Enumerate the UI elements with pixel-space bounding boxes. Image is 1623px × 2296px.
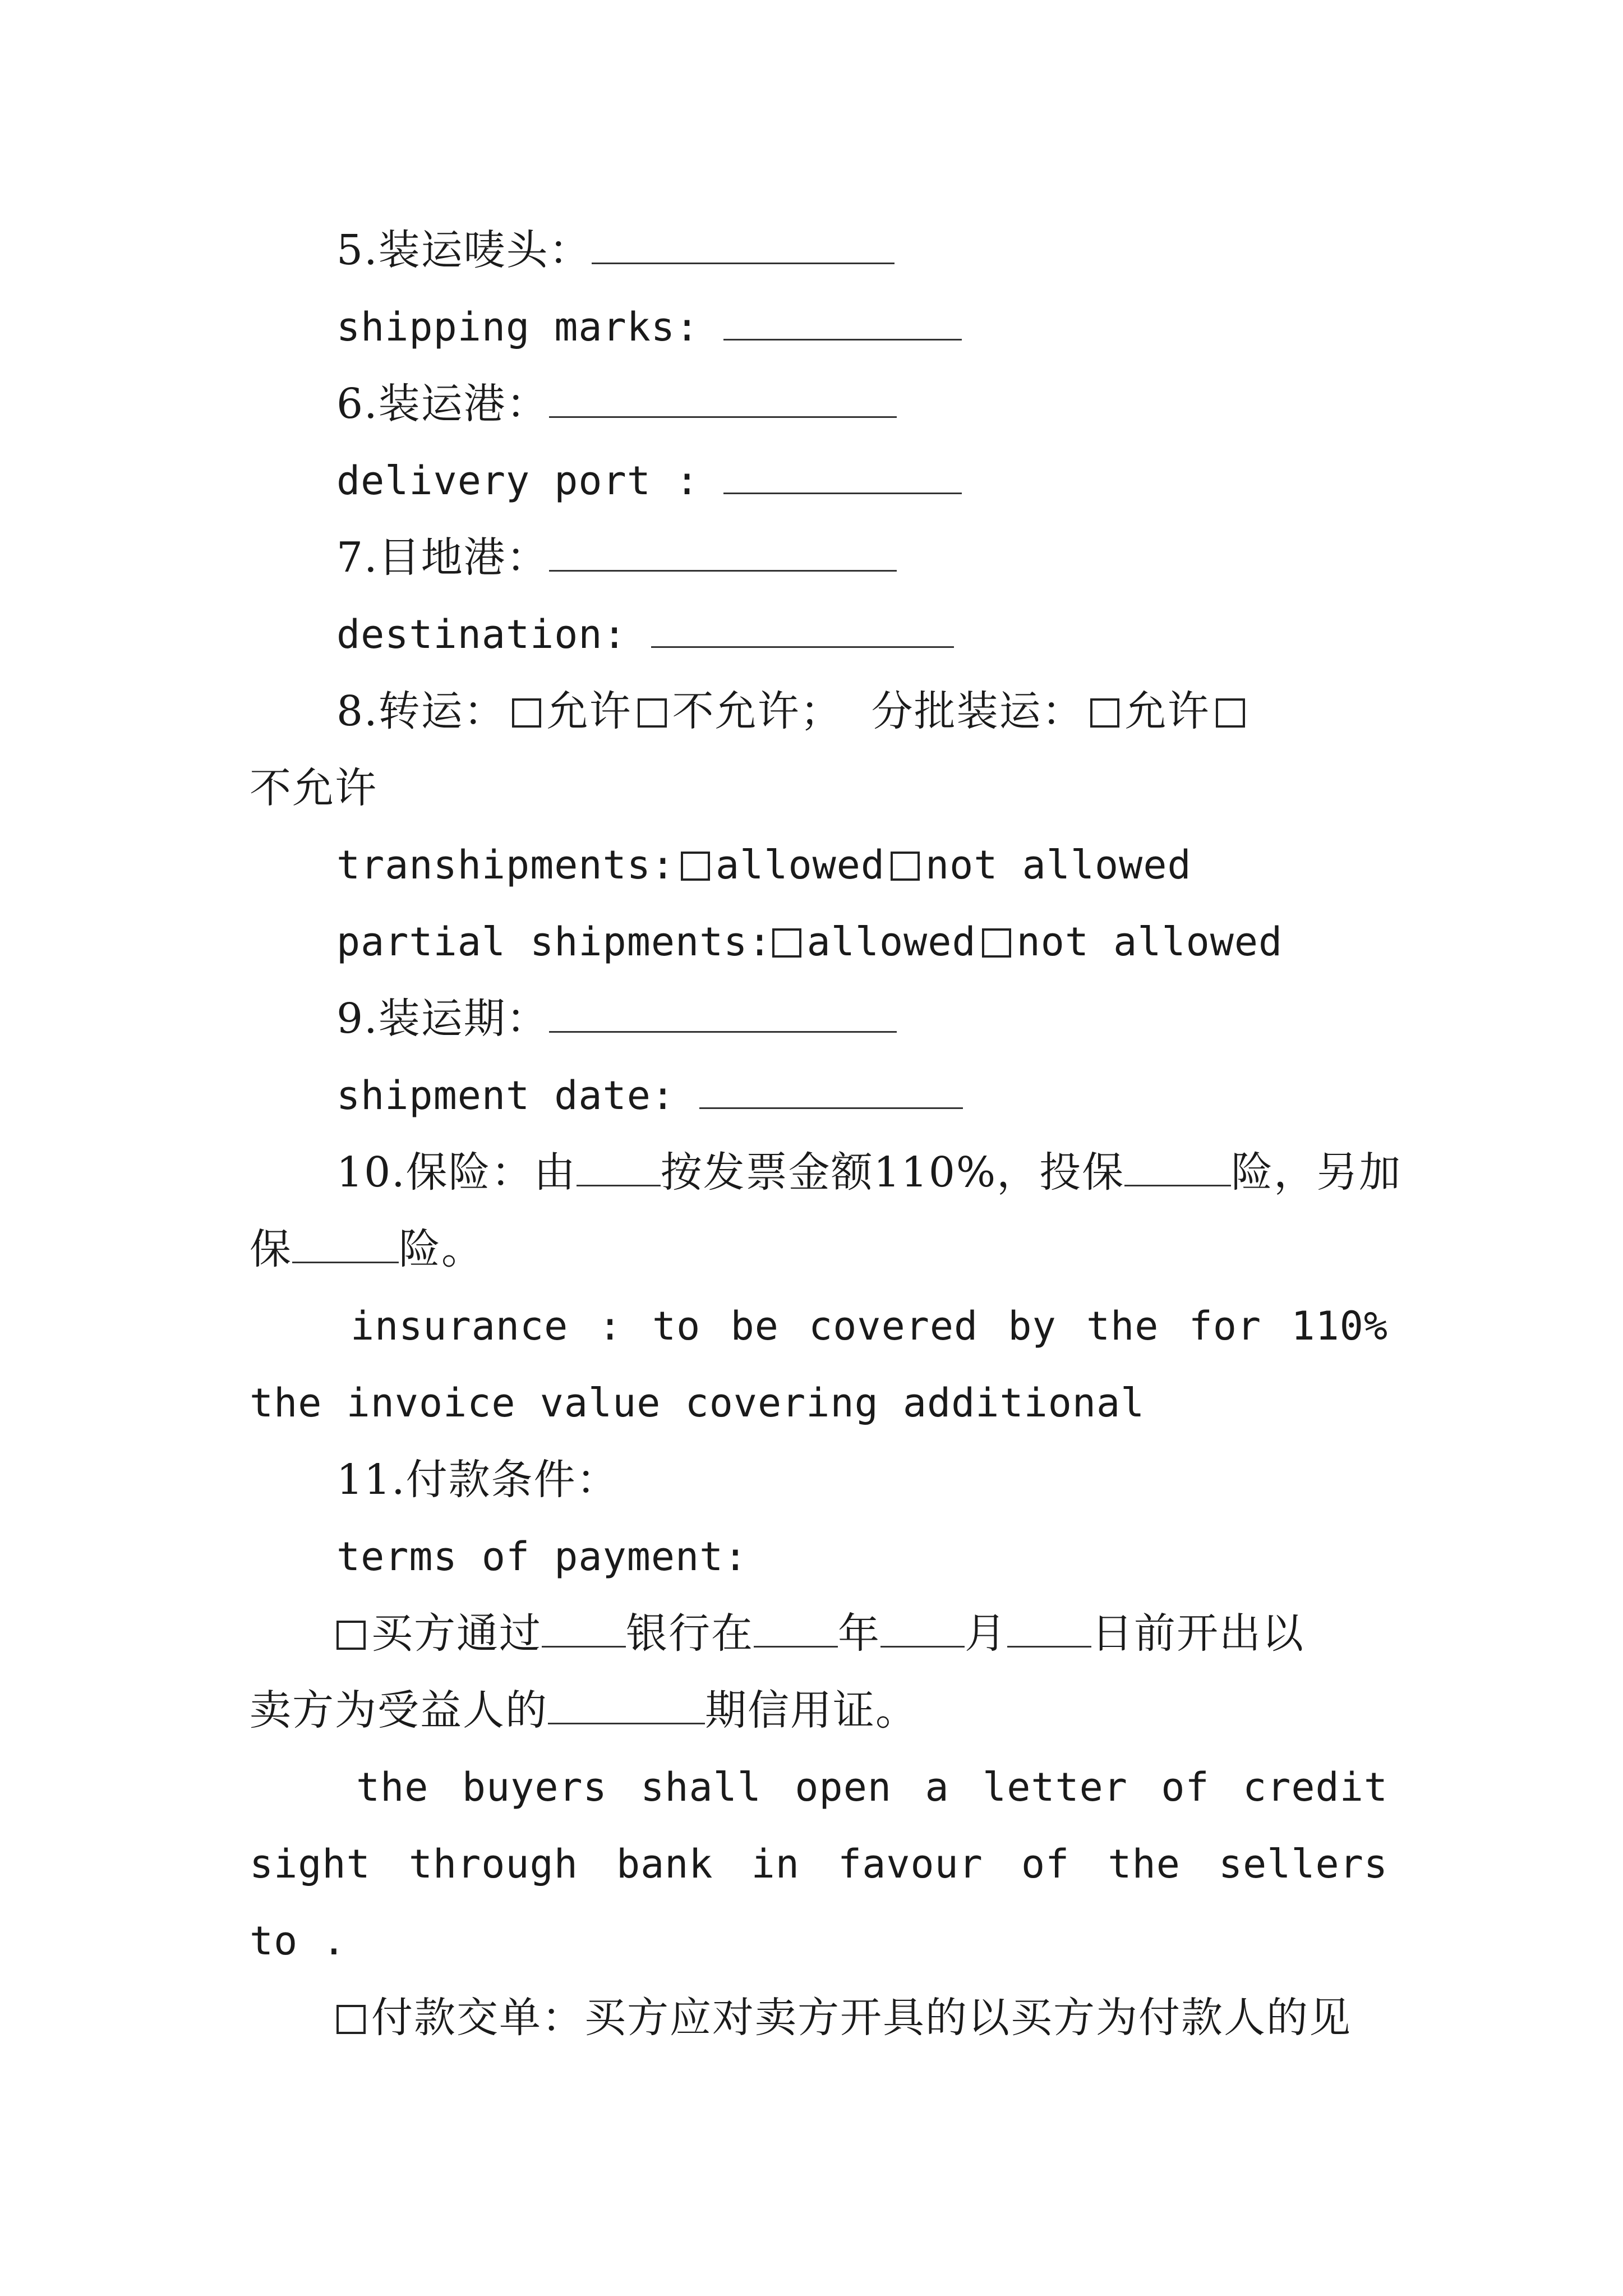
shipping-marks-en-label: shipping marks:	[336, 304, 700, 350]
line-shipping-marks-cn	[250, 212, 1388, 289]
line-dp-cn	[250, 1980, 1388, 2056]
insurance-cn-d: 保	[250, 1225, 292, 1273]
destination-en-label: destination:	[336, 611, 627, 657]
line-destination-en	[250, 596, 1388, 673]
insurance-type-blank[interactable]	[1124, 1150, 1231, 1186]
line-lc-en-3: to .	[250, 1918, 347, 1964]
lc-cn-b: 银行在	[626, 1609, 754, 1658]
shipping-marks-cn-label: 5.装运唛头：	[336, 226, 592, 274]
line-payment-terms-cn: 11.付款条件：	[336, 1456, 619, 1504]
line-delivery-port-cn	[250, 366, 1388, 443]
delivery-port-en-blank[interactable]	[723, 458, 962, 494]
insurance-party-blank[interactable]	[577, 1150, 661, 1186]
line-lc-cn-2	[250, 1672, 1388, 1749]
partial-shipment-cn-label: 分批装运：	[871, 687, 1085, 735]
delivery-port-en-label: delivery port :	[336, 458, 700, 504]
line-payment-terms-en: terms of payment:	[336, 1534, 748, 1580]
partial-en-allowed: allowed	[806, 919, 976, 965]
destination-cn-label: 7.目地港：	[336, 533, 549, 582]
insurance-additional-blank[interactable]	[292, 1227, 399, 1263]
lc-year-blank[interactable]	[754, 1611, 838, 1648]
partial-en-not-allowed-checkbox[interactable]	[982, 928, 1011, 958]
partial-shipment-en-label: partial shipments:	[336, 919, 772, 965]
line-lc-en-2: sight through bank in favour of the sellers	[250, 1841, 1388, 1887]
transhipment-not-allowed-cn: 不允许；	[672, 687, 843, 735]
shipment-date-cn-blank[interactable]	[549, 996, 897, 1033]
destination-cn-blank[interactable]	[549, 535, 897, 572]
lc-day-blank[interactable]	[1007, 1611, 1091, 1648]
shipping-marks-en-blank[interactable]	[723, 304, 962, 341]
lc-cn-e: 日前开出以	[1091, 1609, 1304, 1658]
lc-cn-g: 期信用证。	[705, 1686, 918, 1734]
line-transhipment-cn	[250, 673, 1388, 750]
lc-month-blank[interactable]	[880, 1611, 965, 1648]
transhipment-en-allowed: allowed	[716, 842, 886, 888]
lc-cn-d: 月	[965, 1609, 1007, 1658]
line-shipment-date-cn	[250, 981, 1388, 1057]
dp-option-checkbox[interactable]	[336, 2005, 366, 2034]
line-not-allowed-cn	[250, 750, 1388, 827]
transhipment-en-not-allowed: not allowed	[925, 842, 1192, 888]
line-insurance-cn-2	[250, 1211, 1388, 1288]
line-partial-shipment-en	[250, 904, 1388, 981]
shipment-date-cn-label: 9.装运期：	[336, 995, 549, 1043]
partial-not-allowed-checkbox[interactable]	[1216, 698, 1245, 728]
transhipment-not-allowed-checkbox[interactable]	[638, 698, 667, 728]
line-insurance-en-2: the invoice value covering additional	[250, 1380, 1145, 1426]
partial-not-allowed-cn: 不允许	[250, 764, 377, 812]
partial-en-allowed-checkbox[interactable]	[772, 928, 801, 958]
line-lc-en-1: the buyers shall open a letter of credit	[356, 1764, 1388, 1810]
shipment-date-en-label: shipment date:	[336, 1073, 676, 1119]
lc-term-blank[interactable]	[548, 1688, 705, 1724]
partial-en-not-allowed: not allowed	[1016, 919, 1283, 965]
insurance-cn-e: 险。	[399, 1225, 484, 1273]
line-destination-cn	[250, 519, 1388, 596]
shipment-date-en-blank[interactable]	[699, 1073, 963, 1109]
contract-terms-page	[250, 212, 1402, 2056]
transhipment-allowed-checkbox[interactable]	[512, 698, 541, 728]
transhipment-en-label: transhipments:	[336, 842, 676, 888]
delivery-port-cn-label: 6.装运港：	[336, 380, 549, 428]
line-shipment-date-en	[250, 1057, 1388, 1134]
dp-cn-text: 付款交单：买方应对卖方开具的以买方为付款人的见	[371, 1994, 1352, 2042]
lc-cn-c: 年	[838, 1609, 880, 1658]
insurance-cn-a: 10.保险：由	[336, 1148, 577, 1197]
lc-option-checkbox[interactable]	[336, 1621, 366, 1650]
line-shipping-marks-en	[250, 289, 1388, 366]
line-delivery-port-en	[250, 443, 1388, 519]
transhipment-en-not-allowed-checkbox[interactable]	[891, 852, 920, 881]
line-insurance-cn	[250, 1134, 1402, 1211]
transhipment-cn-label: 8.转运：	[336, 687, 506, 735]
delivery-port-cn-blank[interactable]	[549, 381, 897, 418]
lc-cn-a: 买方通过	[371, 1609, 542, 1658]
partial-allowed-checkbox[interactable]	[1090, 698, 1119, 728]
transhipment-allowed-cn: 允许	[546, 687, 632, 735]
destination-en-blank[interactable]	[651, 611, 954, 648]
partial-allowed-cn: 允许	[1124, 687, 1210, 735]
transhipment-en-allowed-checkbox[interactable]	[681, 852, 710, 881]
insurance-cn-c: 险，另加	[1231, 1148, 1402, 1197]
lc-bank-blank[interactable]	[542, 1611, 626, 1648]
shipping-marks-cn-blank[interactable]	[592, 228, 895, 264]
lc-cn-f: 卖方为受益人的	[250, 1686, 548, 1734]
line-transhipment-en	[250, 827, 1388, 904]
line-insurance-en-1: insurance : to be covered by the for 110%	[351, 1303, 1388, 1349]
insurance-cn-b: 按发票金额110%，投保	[660, 1148, 1125, 1197]
line-lc-cn-1	[250, 1595, 1388, 1672]
